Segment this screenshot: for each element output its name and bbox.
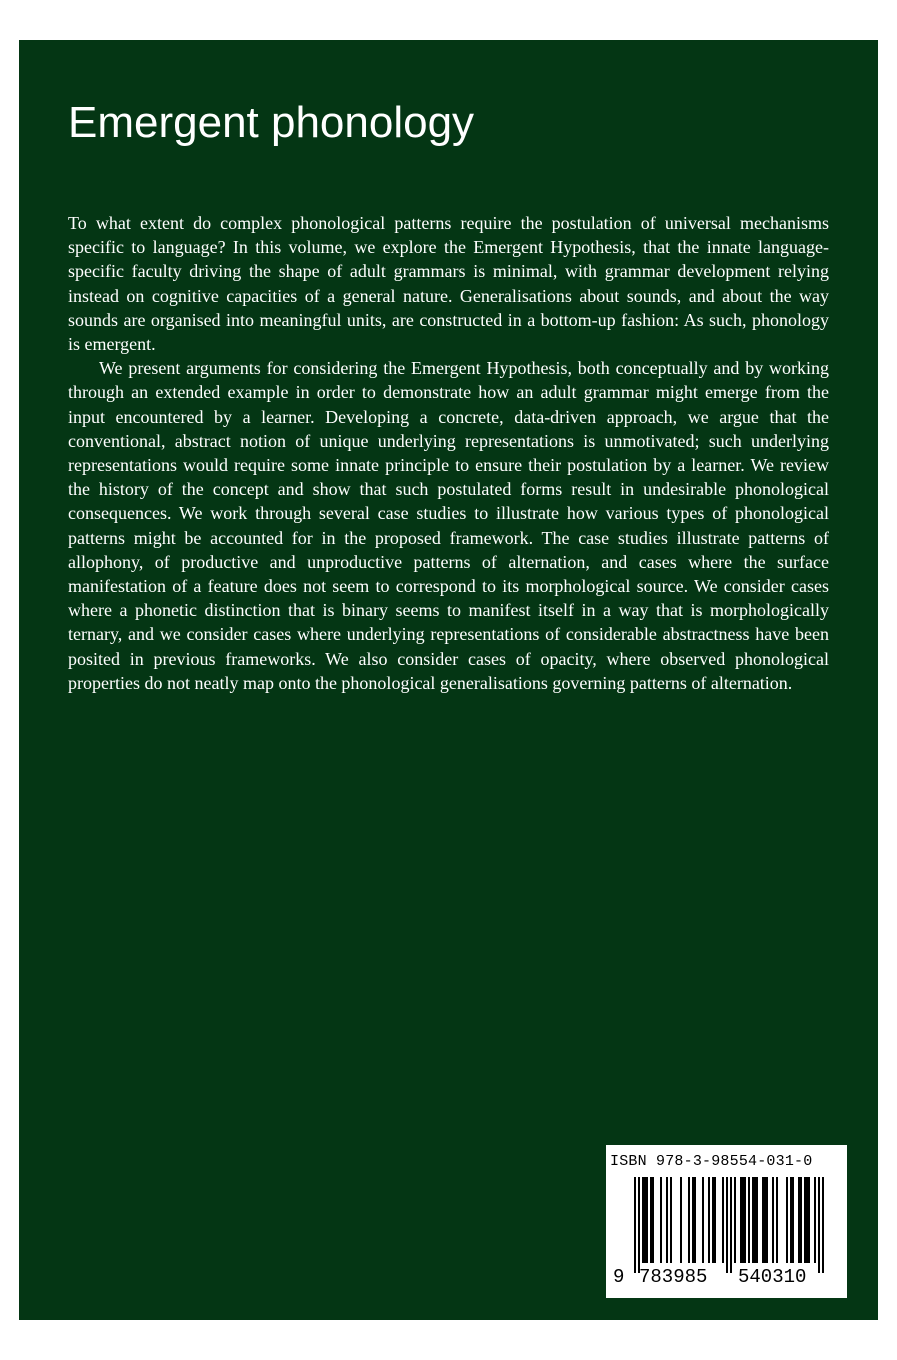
barcode-bar	[818, 1177, 820, 1273]
barcode-bar	[730, 1177, 732, 1273]
barcode-bar	[650, 1177, 652, 1263]
barcode-bar	[652, 1177, 654, 1263]
barcode-bar	[722, 1177, 724, 1263]
barcode-bar	[772, 1177, 774, 1263]
book-blurb	[68, 211, 829, 695]
barcode-bar	[798, 1177, 800, 1263]
barcode-bar	[670, 1177, 672, 1263]
barcode-bar	[808, 1177, 810, 1263]
barcode-bar	[666, 1177, 668, 1263]
barcode-bar	[744, 1177, 746, 1263]
barcode-bar	[806, 1177, 808, 1263]
isbn-label: ISBN 978-3-98554-031-0	[610, 1153, 813, 1170]
isbn-barcode-box	[606, 1145, 847, 1298]
barcode-bar	[726, 1177, 728, 1273]
barcode-left-digits: 783985	[639, 1266, 708, 1288]
barcode-bar	[712, 1177, 714, 1263]
barcode-bar	[786, 1177, 788, 1263]
barcode-bar	[792, 1177, 794, 1263]
barcode-bar	[756, 1177, 758, 1263]
barcode-bar	[702, 1177, 704, 1263]
barcode-bar	[646, 1177, 648, 1263]
barcode-bar	[762, 1177, 764, 1263]
barcode-bars	[634, 1177, 824, 1273]
barcode-bar	[790, 1177, 792, 1263]
barcode-bar	[740, 1177, 742, 1263]
barcode-bar	[692, 1177, 694, 1263]
barcode-bar	[766, 1177, 768, 1263]
barcode-bar	[754, 1177, 756, 1263]
barcode-bar	[742, 1177, 744, 1263]
book-title: Emergent phonology	[68, 98, 475, 147]
barcode-bar	[800, 1177, 802, 1263]
back-cover	[19, 40, 878, 1320]
blurb-paragraph-2: We present arguments for considering the Emergent Hypothesis, both conceptually and by working through an extended example in order to demonstrate how an adult grammar might emerge from the input encountered by a learner. Developing a concrete, data-driven approach, we argue that the conventional, abstract notion of unique underlying representations is unmotivated; such underlying representations would require some innate principle to ensure their postulation by a learner. We review the history of the concept and show that such postulated forms result in undesirable phonological consequences. We work through several case studies to illustrate how various types of phonological patterns might be accounted for in the proposed framework. The case studies illustrate patterns of allophony, of productive and unproductive patterns of alternation, and cases where the surface manifestation of a feature does not seem to correspond to its morphological source. We consider cases where a phonetic distinction that is binary seems to manifest itself in a way that is morphologically ternary, and we consider cases where underlying representations of considerable abstractness have been posited in previous frameworks. We also consider cases of opacity, where observed phonological properties do not neatly map onto the phonological generalisations governing patterns of alternation.	[68, 358, 829, 693]
barcode-bar	[680, 1177, 682, 1263]
barcode-bar	[708, 1177, 710, 1263]
barcode-right-digits: 540310	[738, 1266, 807, 1288]
barcode-bar	[748, 1177, 750, 1263]
barcode-bar	[688, 1177, 690, 1263]
barcode-bar	[764, 1177, 766, 1263]
barcode-bar	[634, 1177, 636, 1273]
barcode-bar	[694, 1177, 696, 1263]
barcode-bar	[776, 1177, 778, 1263]
barcode-bar	[644, 1177, 646, 1263]
barcode-bar	[804, 1177, 806, 1263]
barcode-bar	[752, 1177, 754, 1263]
barcode-lead-digit: 9	[613, 1266, 625, 1288]
barcode-image	[606, 1145, 847, 1298]
barcode-bar	[660, 1177, 662, 1263]
barcode-bar	[814, 1177, 816, 1263]
barcode-bar	[642, 1177, 644, 1263]
barcode-bar	[822, 1177, 824, 1273]
barcode-bar	[638, 1177, 640, 1273]
barcode-bar	[734, 1177, 736, 1263]
blurb-paragraph-1: To what extent do complex phonological patterns require the postulation of universal mechanisms specific to language? In this volume, we explore the Emergent Hypothesis, that the innate language-specific faculty driving the shape of adult grammars is minimal, with grammar development relying instead on cognitive capacities of a general nature. Generalisations about sounds, and about the way sounds are organised into meaningful units, are constructed in a bottom-up fashion: As such, phonology is emergent.	[68, 213, 829, 355]
barcode-bar	[714, 1177, 716, 1263]
